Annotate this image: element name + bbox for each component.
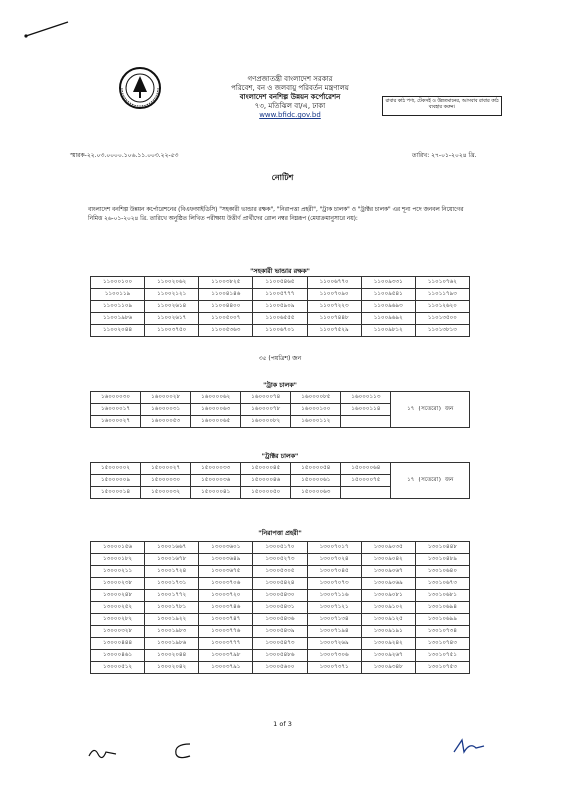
- header-org: বাংলাদেশ বনশিল্প উন্নয়ন কর্পোরেশন: [239, 93, 341, 101]
- roll-number-cell: ১৫০০০০৫০: [241, 487, 291, 499]
- roll-number-cell: ১৩০০০২১১: [91, 566, 145, 578]
- table-row: [91, 542, 470, 554]
- roll-number-cell: ১৬০০০০৩১: [141, 404, 191, 416]
- table-row: [91, 554, 470, 566]
- roll-number-cell: ১৩০১০৬৯৪: [415, 602, 469, 614]
- roll-number-cell: ১৩০০৫৪৮৬: [253, 650, 307, 662]
- roll-number-cell: ১৩০০০১৫৬: [91, 542, 145, 554]
- roll-number-cell: ১১০১০৭৬২: [415, 277, 469, 289]
- roll-number-cell: ১১০০৯৬৯৩: [361, 301, 415, 313]
- roll-number-cell: ১৬০০০০৫৩: [141, 416, 191, 428]
- roll-number-cell: ১৬০০০১১২: [291, 416, 341, 428]
- header-govt: গণপ্রজাতন্ত্রী বাংলাদেশ সরকার: [247, 75, 333, 83]
- roll-number-cell: ১৩০০৫৩০৫: [253, 566, 307, 578]
- roll-number-cell: ১৬০০০০১৭: [91, 404, 141, 416]
- pen-mark: [22, 18, 72, 40]
- letterhead: [180, 75, 400, 120]
- table-row: [91, 578, 470, 590]
- roll-number-cell: ১৩০০৭২৬৯: [307, 638, 361, 650]
- roll-number-cell: ১৩০০৩৭২০: [199, 590, 253, 602]
- roll-number-cell: [341, 487, 391, 499]
- roll-number-cell: ১৩০০৩৭৪৭: [199, 614, 253, 626]
- roll-number-cell: ১৩০০১৬৬৭: [145, 542, 199, 554]
- roll-number-cell: ১৫০০০০১৪: [91, 487, 141, 499]
- roll-number-cell: ১৩০০৭১৩৪: [307, 614, 361, 626]
- roll-number-cell: ১৩০০৩৭৪৬: [199, 602, 253, 614]
- signature-middle: [170, 740, 196, 762]
- section-title-store: "সহকারী ভান্ডার রক্ষক": [250, 268, 310, 275]
- table-row: [91, 289, 470, 301]
- roll-number-cell: ১৩০০১৭৩১: [145, 578, 199, 590]
- roll-number-cell: ১১০০৭৪৪৮: [307, 313, 361, 325]
- roll-number-cell: ১৩০০০৪৬১: [91, 650, 145, 662]
- header-address: ৭৩, মতিঝিল বা/এ, ঢাকা: [254, 102, 326, 110]
- roll-number-cell: ১১০০২৬১৭: [145, 313, 199, 325]
- roll-number-cell: ১৩০০০৪৪৪: [91, 638, 145, 650]
- roll-number-cell: ১৬০০০০৮২: [241, 416, 291, 428]
- roll-number-cell: ১৩০০৩৭৯৮: [199, 650, 253, 662]
- roll-number-cell: ১৩০১০৬৯৯: [415, 614, 469, 626]
- table-truck-driver: [90, 391, 470, 428]
- roll-number-cell: ১৬০০০০৬৫: [191, 416, 241, 428]
- roll-number-cell: ১১০১১৭৯৩: [415, 289, 469, 301]
- page-number: 1 of 3: [273, 720, 292, 728]
- roll-number-cell: ১৩০০৭০১৭: [307, 542, 361, 554]
- roll-number-cell: ১৩০১০৭৫৩: [415, 662, 469, 674]
- roll-number-cell: ১৫০০০০৬৩: [291, 487, 341, 499]
- roll-number-cell: ১৩০০০৩২৮: [91, 626, 145, 638]
- roll-number-cell: ১১০০২১২১: [145, 289, 199, 301]
- roll-number-cell: ১৩০০৭৩০৬: [307, 650, 361, 662]
- roll-number-cell: ১১০০৪১৪৬: [199, 289, 253, 301]
- roll-number-cell: ১৬০০০০২৮: [141, 392, 191, 404]
- roll-number-cell: ১৩০০৯০৪২: [361, 554, 415, 566]
- roll-number-cell: ১৩০১০৭৪৩: [415, 638, 469, 650]
- roll-number-cell: ১৬০০০১১৪: [341, 404, 391, 416]
- roll-number-cell: ১৬০০০০৬৩: [191, 404, 241, 416]
- roll-number-cell: ১১০০৬৫৫৫: [253, 313, 307, 325]
- table-row: [91, 392, 470, 404]
- roll-number-cell: ১৬০০০০৩০: [91, 392, 141, 404]
- roll-number-cell: ১৫০০০০৩২: [141, 487, 191, 499]
- section-title-truck: "ট্রাক চালক": [263, 382, 297, 389]
- roll-number-cell: ১৩০০০২৪৮: [91, 590, 145, 602]
- roll-number-cell: [341, 416, 391, 428]
- roll-number-cell: ১৩০০৩৬৭৫: [199, 566, 253, 578]
- roll-number-cell: ১৩০০৫৪৩১: [253, 602, 307, 614]
- table-row: [91, 638, 470, 650]
- roll-number-cell: ১৩০১০৬৭৩: [415, 578, 469, 590]
- roll-number-cell: ১১০১৩৫০০: [415, 313, 469, 325]
- roll-number-cell: ১৩০০৩৬০১: [199, 542, 253, 554]
- roll-number-cell: ১৩০০১৭৮১: [145, 602, 199, 614]
- roll-number-cell: ১৩০০৯০৮১: [361, 590, 415, 602]
- roll-number-cell: ১৩০০৩৭৭৬: [199, 626, 253, 638]
- roll-number-cell: ১৩০০৯০৬৯: [361, 578, 415, 590]
- roll-number-cell: ১৬০০০০২৭: [91, 416, 141, 428]
- roll-number-cell: ১৬০০০০৮৫: [291, 392, 341, 404]
- roll-number-cell: ১৩০০৭০২৪: [307, 554, 361, 566]
- row-total-cell: ১৭ (সতেরো) জন: [391, 392, 470, 428]
- roll-number-cell: ১৫০০০০৪৫: [241, 463, 291, 475]
- roll-number-cell: ১৩০০৯০৩৫: [361, 542, 415, 554]
- roll-number-cell: ১৫০০০০৩৩: [191, 463, 241, 475]
- roll-number-cell: ১৫০০০০৬৪: [341, 463, 391, 475]
- roll-number-cell: ১১০১২৬২০: [415, 301, 469, 313]
- row-total-cell: ১৭ (সতেরো) জন: [391, 463, 470, 499]
- roll-number-cell: ১৩০০৫৬০০: [253, 662, 307, 674]
- table-row: [91, 650, 470, 662]
- roll-number-cell: ১১০০৫৭৭৭: [253, 289, 307, 301]
- roll-number-cell: ১৩০০০২৩৮: [91, 578, 145, 590]
- roll-number-cell: ১৫০০০০৪৬: [241, 475, 291, 487]
- roll-number-cell: ১৩০০৭৩৭১: [307, 662, 361, 674]
- roll-number-cell: ১৩০০৫১৭০: [253, 542, 307, 554]
- roll-number-cell: ১৬০০০১০০: [291, 404, 341, 416]
- roll-number-cell: ১৩০০৫৪২৪: [253, 578, 307, 590]
- roll-number-cell: ১৫০০০০৬১: [291, 475, 341, 487]
- memo-date: তারিখ: ২৭-০১-২০২৪ খ্রি.: [412, 152, 477, 159]
- roll-number-cell: ১৩০০১৬৭৮: [145, 554, 199, 566]
- roll-number-cell: ১১০০৫০০৭: [199, 313, 253, 325]
- roll-number-cell: ১৩০১০৪৮৯: [415, 554, 469, 566]
- table-store-keeper: [90, 276, 470, 337]
- roll-number-cell: ১৩০০৭১৯৪: [307, 626, 361, 638]
- signature-left: [86, 742, 122, 762]
- roll-number-cell: ১১০০৭০৯০: [307, 289, 361, 301]
- roll-number-cell: ১১০০৪৪০০: [199, 301, 253, 313]
- table-row: [91, 590, 470, 602]
- roll-number-cell: ১৫০০০০৩০: [141, 475, 191, 487]
- table-row: [91, 662, 470, 674]
- roll-number-cell: ১৩০০৩৭৯১: [199, 662, 253, 674]
- roll-number-cell: ১৩০০৫৪৩৯: [253, 626, 307, 638]
- table-tractor-driver: [90, 462, 470, 499]
- roll-number-cell: ১৩০১০৬৪০: [415, 566, 469, 578]
- roll-number-cell: ১৩০০২০৪২: [145, 662, 199, 674]
- roll-number-cell: ১৩০০৫৪৭৩: [253, 638, 307, 650]
- roll-number-cell: ১১০০৭২২৩: [307, 301, 361, 313]
- header-ministry: পরিবেশ, বন ও জলবায়ু পরিবর্তন মন্ত্রণালয়: [231, 84, 349, 92]
- roll-number-cell: ১৩০০৫৪৩০: [253, 590, 307, 602]
- roll-number-cell: ১৩০১০৭৫১: [415, 650, 469, 662]
- rubber-wood-note: রাবার কাঠ পণ্য, টেকসই ও উন্নতমানের, আসবাব রাবার কাঠ ব্যবহার করুন।: [382, 96, 502, 116]
- roll-number-cell: ১৩০০৯২৬৭: [361, 650, 415, 662]
- section-title-tractor: "ট্রাক্টর চালক": [261, 453, 299, 460]
- roll-number-cell: ১৬০০০১১৩: [341, 392, 391, 404]
- roll-number-cell: ১৫০০০০০২: [91, 463, 141, 475]
- roll-number-cell: ১১০০৬৭৭০: [307, 277, 361, 289]
- roll-number-cell: ১৩০০৩৬৪৯: [199, 554, 253, 566]
- roll-number-cell: ১৩০০২০৪৪: [145, 650, 199, 662]
- roll-number-cell: ১১০০৭৫২৯: [307, 325, 361, 337]
- roll-number-cell: ১৩০০৭১১৬: [307, 590, 361, 602]
- roll-number-cell: ১৫০০০০০৯: [91, 475, 141, 487]
- roll-number-cell: ১৩০০০৫১২: [91, 662, 145, 674]
- roll-number-cell: ১৩০০১৯৮৬: [145, 638, 199, 650]
- roll-number-cell: ১৫০০০০৪১: [191, 487, 241, 499]
- roll-number-cell: ১৩০০৯২৪২: [361, 638, 415, 650]
- roll-number-cell: ১৩০০৭০৪৫: [307, 566, 361, 578]
- roll-number-cell: ১৩০০৯১২৫: [361, 614, 415, 626]
- roll-number-cell: ১৩০০৫৪৩৬: [253, 614, 307, 626]
- roll-number-cell: ১৩০০০২৫২: [91, 602, 145, 614]
- roll-number-cell: ১৩০০০২৮২: [91, 614, 145, 626]
- notice-title: নোটিশ: [271, 173, 294, 182]
- roll-number-cell: ১৫০০০০৫৪: [291, 463, 341, 475]
- roll-number-cell: ১১০০৩৭৫০: [145, 325, 199, 337]
- roll-number-cell: ১৩০০৯০৬৭: [361, 566, 415, 578]
- roll-number-cell: ১১০০৯৮১২: [361, 325, 415, 337]
- roll-number-cell: ১১০০১১০৯: [91, 301, 145, 313]
- roll-number-cell: ১৩০০৫২৭৩: [253, 554, 307, 566]
- roll-number-cell: ১৩০০১৭৭২: [145, 590, 199, 602]
- roll-number-cell: ১৩০০৭১২১: [307, 602, 361, 614]
- section-title-security: "নিরাপত্তা প্রহরী": [258, 530, 302, 537]
- roll-number-cell: ১৫০০০০৭৫: [341, 475, 391, 487]
- roll-number-cell: ১১০০২০৪৪: [91, 325, 145, 337]
- roll-number-cell: ১১০০১৯৮৬: [91, 313, 145, 325]
- roll-number-cell: ১১০০৫৪৬৫: [253, 277, 307, 289]
- memo-ref: স্মারক-২২.০৩.০০০০.১০৬.১১.০০৩.২২-৫৩: [70, 152, 179, 159]
- signature-right: [450, 734, 490, 758]
- table-row: [91, 566, 470, 578]
- table-row: [91, 277, 470, 289]
- roll-number-cell: ১৩০০৩৭০৬: [199, 578, 253, 590]
- roll-number-cell: ১৬০০০০৬২: [191, 392, 241, 404]
- table-row: [91, 313, 470, 325]
- table-security-guard: [90, 541, 470, 674]
- roll-number-cell: ১৫০০০০২৭: [141, 463, 191, 475]
- roll-number-cell: ১১০১৩৮১৩: [415, 325, 469, 337]
- roll-number-cell: ১১০০৫৯০৯: [253, 301, 307, 313]
- store-total: ৩৫ (পয়ত্রিশ) জন: [258, 355, 302, 362]
- roll-number-cell: ১১০০০১০০: [91, 277, 145, 289]
- roll-number-cell: ১১০০৩৮২৫: [199, 277, 253, 289]
- roll-number-cell: ১৩০০০১৮২: [91, 554, 145, 566]
- roll-number-cell: ১১০০৬৭০১: [253, 325, 307, 337]
- bfidc-logo-icon: [118, 66, 162, 110]
- roll-number-cell: ১১০০২০৬২: [145, 277, 199, 289]
- roll-number-cell: ১১০০৯৬৯২: [361, 313, 415, 325]
- roll-number-cell: ১৩০০১৯২২: [145, 614, 199, 626]
- table-row: [91, 614, 470, 626]
- roll-number-cell: ১১০০৫৩৬৩: [199, 325, 253, 337]
- roll-number-cell: ১৩০০৭০৭৩: [307, 578, 361, 590]
- roll-number-cell: ১৩০১০৭৩৪: [415, 626, 469, 638]
- roll-number-cell: ১৬০০০০৭৪: [241, 392, 291, 404]
- roll-number-cell: ১৩০১০৬৮১: [415, 590, 469, 602]
- table-row: [91, 626, 470, 638]
- header-website[interactable]: www.bfidc.gov.bd: [259, 111, 321, 119]
- table-row: [91, 463, 470, 475]
- roll-number-cell: ১১০০১১৯: [91, 289, 145, 301]
- roll-number-cell: ১৩০০১৯৮৩: [145, 626, 199, 638]
- roll-number-cell: ১১০০৯৫৪১: [361, 289, 415, 301]
- roll-number-cell: ১৩০০৩৭৭৭: [199, 638, 253, 650]
- roll-number-cell: ১১০০২৬১৪: [145, 301, 199, 313]
- roll-number-cell: ১৫০০০০৩৬: [191, 475, 241, 487]
- roll-number-cell: ১৬০০০০৭৮: [241, 404, 291, 416]
- roll-number-cell: ১৩০০৯১৯১: [361, 626, 415, 638]
- table-row: [91, 602, 470, 614]
- roll-number-cell: ১১০০৯৩৩১: [361, 277, 415, 289]
- roll-number-cell: ১৩০০৯৩৪৮: [361, 662, 415, 674]
- notice-paragraph: বাংলাদেশ বনশিল্প উন্নয়ন কর্পোরেশনের (বিএফআইডিসি) "সহকারী ভান্ডার রক্ষক", "নিরাপত্তা প্রহরী", "ট্রাক চালক" ও "ট্রাক্টর চালক" এর শূন্য পদে জনবল নিয়োগের নিমিত্ত ২৬-০১-২০২৪ খ্রি. তারিখে অনুষ্ঠিত লিখিত পরীক্ষায় উত্তীর্ণ প্রার্থীদের রোল নম্বর নিম্নরূপ (মেধাক্রমানুসারে নয়):: [88, 207, 464, 222]
- roll-number-cell: ১৩০১০৪৪৮: [415, 542, 469, 554]
- table-row: [91, 301, 470, 313]
- table-row: [91, 325, 470, 337]
- roll-number-cell: ১৩০০১৭২৪: [145, 566, 199, 578]
- roll-number-cell: ১৩০০৯১০২: [361, 602, 415, 614]
